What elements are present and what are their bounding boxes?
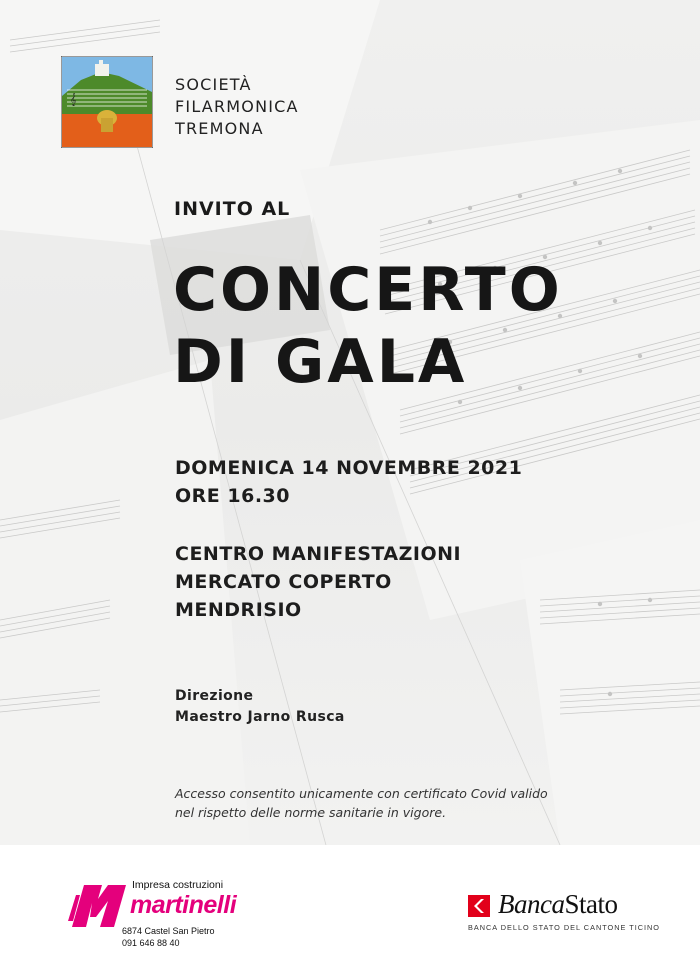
martinelli-logo-mark bbox=[68, 881, 138, 927]
bancastato-subtitle: BANCA DELLO STATO DEL CANTONE TICINO bbox=[468, 923, 660, 932]
organization-line-1: SOCIETÀ bbox=[175, 75, 252, 94]
martinelli-name: martinelli bbox=[130, 891, 237, 919]
event-time: ORE 16.30 bbox=[175, 485, 290, 507]
event-date: DOMENICA 14 NOVEMBRE 2021 bbox=[175, 457, 523, 479]
event-datetime bbox=[175, 454, 522, 510]
martinelli-tagline: Impresa costruzioni bbox=[132, 879, 224, 891]
martinelli-contact bbox=[122, 925, 215, 949]
covid-note-line-2: nel rispetto delle norme sanitarie in vigore. bbox=[175, 805, 447, 820]
sponsor-footer bbox=[0, 845, 700, 977]
martinelli-sponsor bbox=[68, 877, 248, 967]
event-venue bbox=[175, 540, 461, 624]
direction bbox=[175, 686, 345, 728]
svg-text:𝄞: 𝄞 bbox=[70, 93, 77, 106]
venue-line-3: MENDRISIO bbox=[175, 599, 302, 621]
martinelli-address: 6874 Castel San Pietro bbox=[122, 926, 215, 936]
organization-line-3: TREMONA bbox=[175, 119, 264, 138]
organization-name bbox=[175, 74, 299, 140]
bancastato-name-part2: Stato bbox=[564, 889, 618, 919]
venue-line-2: MERCATO COPERTO bbox=[175, 571, 392, 593]
event-title-line-1: CONCERTO bbox=[173, 255, 563, 325]
martinelli-phone: 091 646 88 40 bbox=[122, 938, 180, 948]
event-title-line-2: DI GALA bbox=[173, 327, 468, 397]
bancastato-name bbox=[498, 889, 618, 920]
direction-label: Direzione bbox=[175, 688, 254, 704]
filarmonica-logo bbox=[61, 56, 153, 148]
director-name: Maestro Jarno Rusca bbox=[175, 709, 345, 725]
bancastato-name-part1: Banca bbox=[498, 889, 565, 919]
bancastato-sponsor bbox=[468, 889, 668, 939]
venue-line-1: CENTRO MANIFESTAZIONI bbox=[175, 543, 462, 565]
event-title bbox=[173, 254, 563, 398]
covid-note-line-1: Accesso consentito unicamente con certificato Covid valido bbox=[175, 786, 548, 801]
invite-label: INVITO AL bbox=[174, 198, 291, 220]
covid-note bbox=[175, 784, 548, 822]
organization-line-2: FILARMONICA bbox=[175, 97, 299, 116]
bancastato-logo-mark bbox=[468, 895, 490, 917]
